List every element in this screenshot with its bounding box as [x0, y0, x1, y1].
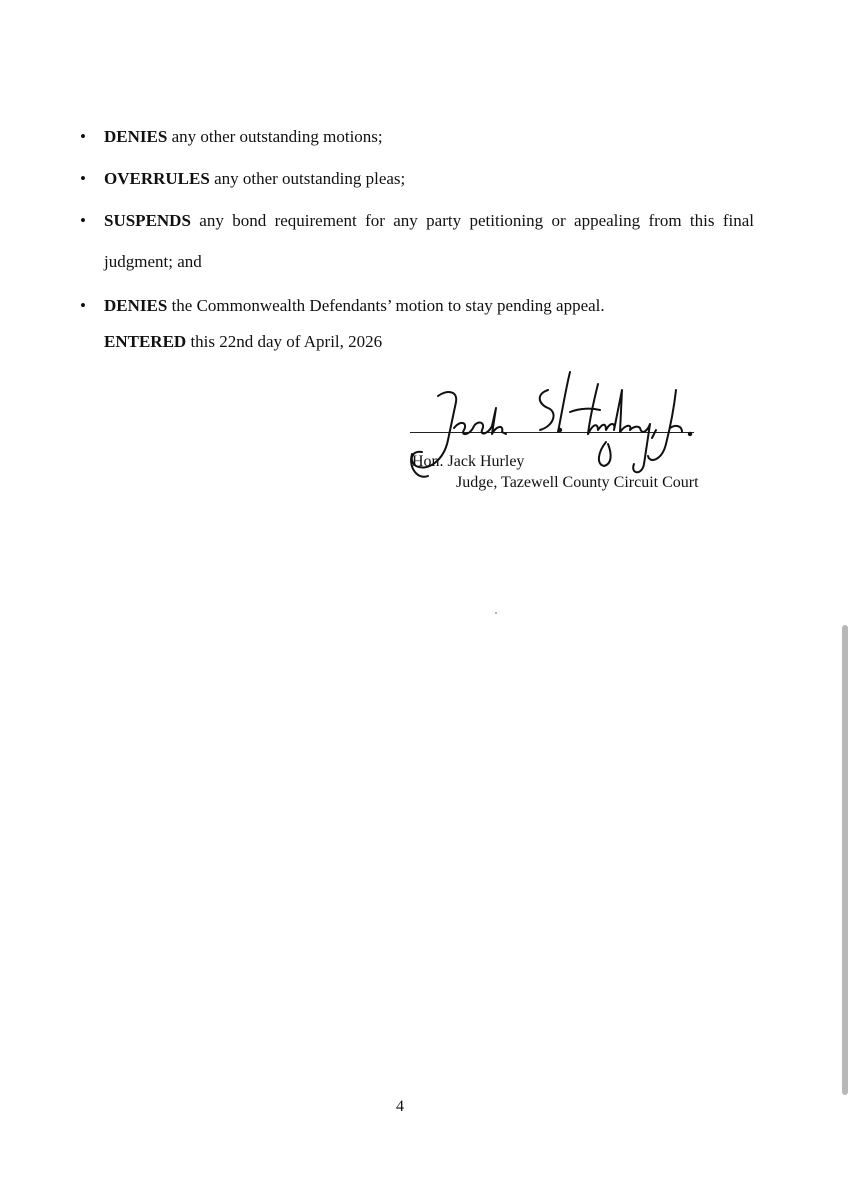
entered-text: this 22nd day of April, 2026: [186, 332, 383, 351]
ruling-item-suspends-bond: [80, 200, 754, 282]
vertical-scrollbar[interactable]: [842, 625, 848, 1095]
ruling-text: any other outstanding pleas;: [209, 169, 406, 188]
ruling-keyword: SUSPENDS: [104, 211, 191, 230]
ruling-keyword: DENIES: [104, 296, 168, 315]
ruling-item-denies-stay: [80, 285, 764, 326]
bullet-icon: •: [80, 169, 86, 188]
page-number: 4: [396, 1098, 404, 1115]
ruling-text: the Commonwealth Defendants’ motion to stay pending appeal.: [167, 296, 605, 315]
bullet-icon: •: [80, 211, 86, 230]
bullet-icon: •: [80, 296, 86, 315]
ruling-keyword: DENIES: [104, 127, 168, 146]
scan-speck: [495, 612, 497, 614]
ruling-text: any bond requirement for any party petitioning or appealing from this final judgment; and: [104, 211, 754, 271]
ruling-text: any other outstanding motions;: [167, 127, 383, 146]
judge-name: Hon. Jack Hurley: [412, 453, 525, 470]
ruling-item-denies-motions: [80, 116, 764, 157]
ruling-keyword: OVERRULES: [104, 169, 210, 188]
entered-line: [104, 330, 382, 354]
entered-keyword: ENTERED: [104, 332, 187, 351]
bullet-icon: •: [80, 127, 86, 146]
ruling-item-overrules-pleas: [80, 158, 764, 199]
judge-title: Judge, Tazewell County Circuit Court: [456, 474, 699, 491]
